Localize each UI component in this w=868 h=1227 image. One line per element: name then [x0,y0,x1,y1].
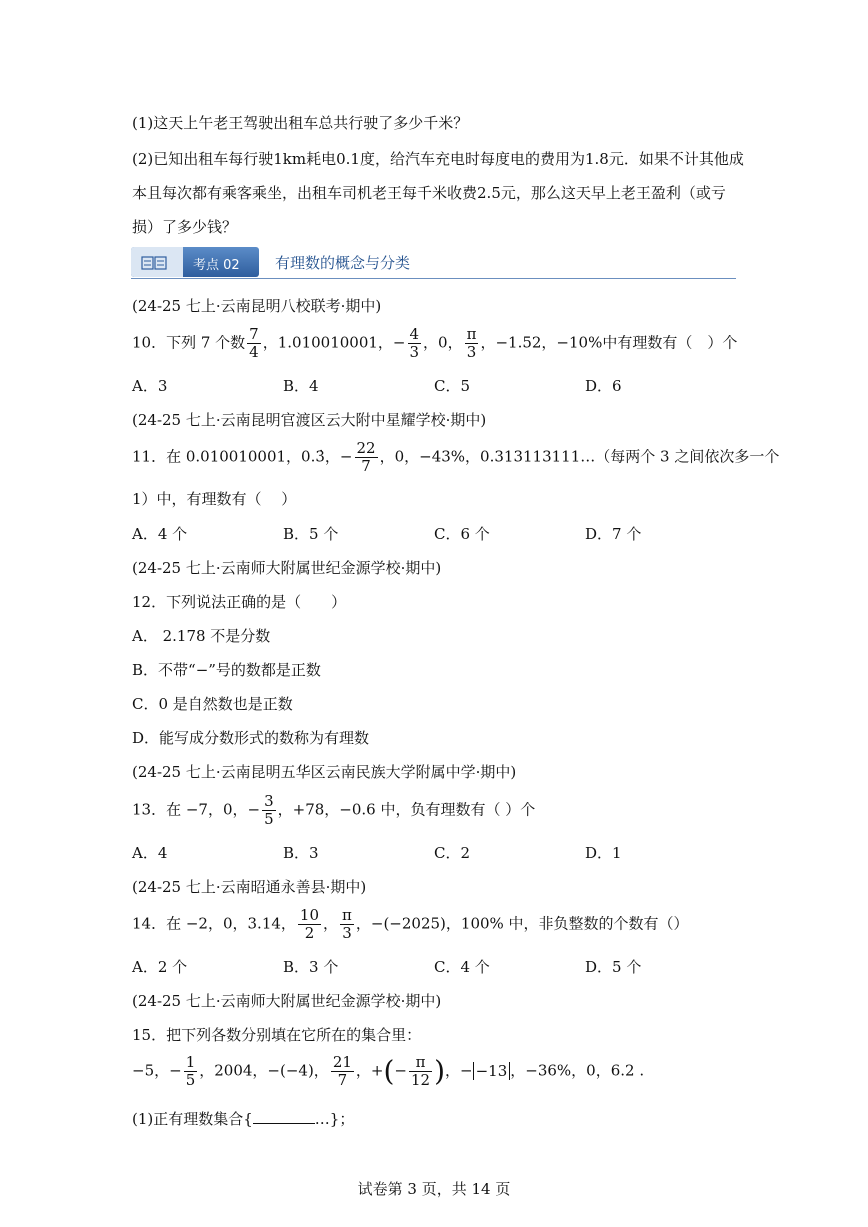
denominator: 5 [264,810,274,828]
numerator: 4 [409,325,420,343]
q14-source: (24-25 七上·云南昭通永善县·期中) [132,878,367,896]
minus-sign: − [247,800,261,819]
q15-sub1-label: (1)正有理数集合{ [132,1110,253,1128]
q15-sub1-end: …}； [314,1110,355,1128]
q10-text-2: ，0， [423,333,463,352]
q11-source: (24-25 七上·云南昆明官渡区云大附中星耀学校·期中) [132,411,487,429]
q15-number-1: −5， [132,1061,170,1080]
q12-option-a[interactable]: A． 2.178 不是分数 [132,627,271,645]
fraction [355,440,378,475]
badge-icon-area [131,247,183,277]
q13-option-a[interactable]: A．4 [132,844,168,862]
numerator: 22 [356,439,376,457]
q15-number-list [132,1054,644,1089]
q11-option-c[interactable]: C．6 个 [434,525,490,543]
denominator: 12 [411,1071,431,1089]
q10-option-d[interactable]: D．6 [585,377,622,395]
section-divider [131,278,736,279]
q14-stem [132,907,689,942]
question-9-part-2-line-1: (2)已知出租车每行驶1km耗电0.1度，给汽车充电时每度电的费用为1.8元．如果不计其他成 [132,150,744,168]
numerator: π [342,906,352,924]
q10-option-c[interactable]: C．5 [434,377,471,395]
question-9-part-2-line-2: 本且每次都有乘客乘坐，出租车司机老王每千米收费2.5元，那么这天早上老王盈利（或亏 [132,184,726,202]
denominator: 2 [304,924,315,942]
q13-text-1: ，+78，−0.6 中，负有理数有（ ）个 [277,800,536,819]
q11-option-a[interactable]: A．4 个 [132,525,188,543]
answer-blank[interactable] [253,1109,315,1124]
fraction [465,326,479,361]
q15-sub-1 [132,1108,354,1129]
q10-prefix: 10．下列 7 个数 [132,333,246,352]
q13-option-c[interactable]: C．2 [434,844,471,862]
q13-prefix: 13．在 −7，0， [132,800,248,819]
q13-stem [132,793,535,828]
numerator: π [466,325,477,343]
right-paren: ) [434,1054,446,1088]
numerator: π [409,1054,432,1072]
q14-option-a[interactable]: A．2 个 [132,958,188,976]
denominator: 3 [466,343,477,361]
q12-source: (24-25 七上·云南师大附属世纪金源学校·期中) [132,559,442,577]
fraction [408,326,422,361]
denominator: 7 [361,457,371,475]
q14-option-c[interactable]: C．4 个 [434,958,490,976]
denominator: 4 [249,343,259,361]
section-badge-label: 考点 02 [193,258,240,273]
q12-stem: 12．下列说法正确的是（ ） [132,593,347,611]
q10-option-a[interactable]: A．3 [132,377,168,395]
q11-stem-line-2: 1）中，有理数有（ ） [132,490,297,508]
q10-option-b[interactable]: B．4 [283,377,319,395]
q12-option-d[interactable]: D．能写成分数形式的数称为有理数 [132,729,370,747]
q11-stem [132,440,779,475]
section-title: 有理数的概念与分类 [275,254,411,272]
question-9-part-2-line-3: 损）了多少钱？ [132,218,238,236]
q11-option-d[interactable]: D．7 个 [585,525,642,543]
minus-sign: − [339,447,353,466]
fraction [409,1054,432,1089]
q12-option-c[interactable]: C．0 是自然数也是正数 [132,695,293,713]
q10-source: (24-25 七上·云南昆明八校联考·期中) [132,297,382,315]
numerator: 10 [299,906,320,924]
q11-prefix: 11．在 0.010010001，0.3̇， [132,447,340,466]
numerator: 21 [332,1053,352,1071]
fraction [331,1054,354,1089]
denominator: 7 [337,1071,348,1089]
fraction [262,793,276,828]
q10-text-1: ，1.010010001， [262,333,393,352]
minus-sign: − [169,1061,182,1080]
numerator: 7 [249,325,259,343]
q11-text-1: ，0，−43%，0.313113111…（每两个 3 之间依次多一个 [379,447,780,466]
q14-text-2: ，−(−2025)，100% 中，非负整数的个数有（） [355,914,689,933]
q14-option-d[interactable]: D．5 个 [585,958,642,976]
question-9-part-1: (1)这天上午老王驾驶出租车总共行驶了多少千米？ [132,114,469,132]
q15-text-4: ，−36%，0，6.2 . [510,1061,645,1080]
page-footer: 试卷第 3 页，共 14 页 [357,1180,511,1198]
fraction [298,907,321,942]
q12-option-b[interactable]: B．不带“−”号的数都是正数 [132,661,321,679]
numerator: 3 [264,792,274,810]
q15-text-2: ，+ [355,1061,384,1080]
q11-option-b[interactable]: B．5 个 [283,525,339,543]
fraction [247,326,261,361]
section-header [131,247,736,277]
q13-source: (24-25 七上·云南昆明五华区云南民族大学附属中学·期中) [132,763,517,781]
absolute-value: −13 [473,1062,511,1080]
q14-prefix: 14．在 −2，0，3.14， [132,914,296,933]
q15-text-3: ，− [445,1061,473,1080]
q15-text-1: ，2004，−(−4)， [199,1061,329,1080]
minus-sign: − [392,333,406,352]
q15-stem: 15．把下列各数分别填在它所在的集合里： [132,1026,422,1044]
fraction [184,1054,198,1089]
left-paren: ( [383,1054,395,1088]
q10-text-3: ，−1.52，−10%中有理数有（ ）个 [480,333,738,352]
denominator: 3 [409,343,420,361]
denominator: 5 [185,1071,196,1089]
q10-stem [132,326,737,361]
book-icon [141,256,167,270]
fraction [340,907,354,942]
q13-option-d[interactable]: D．1 [585,844,622,862]
numerator: 1 [185,1053,196,1071]
q13-option-b[interactable]: B．3 [283,844,319,862]
q15-source: (24-25 七上·云南师大附属世纪金源学校·期中) [132,992,442,1010]
minus-sign: − [394,1061,407,1080]
denominator: 3 [342,924,352,942]
q14-text-1: ， [323,914,339,933]
section-badge [131,247,259,277]
q14-option-b[interactable]: B．3 个 [283,958,339,976]
